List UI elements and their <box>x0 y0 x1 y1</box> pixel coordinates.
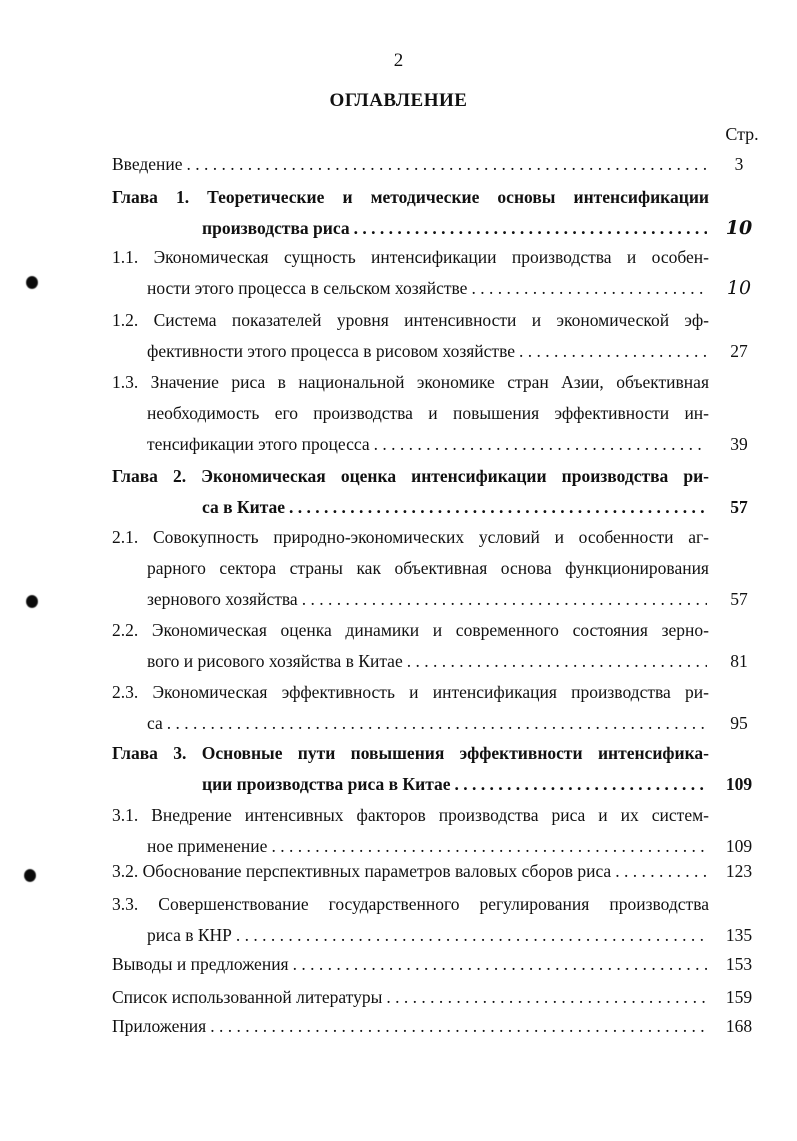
toc-page-number: 39 <box>730 434 748 454</box>
dot-leader <box>302 588 707 610</box>
toc-entry-line: 3.3. Совершенствование государственного регулирования производства <box>112 894 709 914</box>
toc-entry-title: ное применение <box>147 836 268 856</box>
toc-entry-title: Список использованной литературы <box>112 987 383 1007</box>
toc-entry-line: необходимость его производства и повышения эффективности ин- <box>147 403 709 423</box>
toc-entry-line[interactable] <box>202 773 709 795</box>
toc-entry-title: 3.2. Обоснование перспективных параметров валовых сборов риса <box>112 861 612 881</box>
toc-entry-line: 1.3. Значение риса в национальной экономике стран Азии, объективная <box>112 372 709 392</box>
toc-entry-title: ции производства риса в Китае <box>202 774 451 794</box>
dot-leader <box>210 1015 707 1037</box>
dot-leader <box>271 835 707 857</box>
toc-entry-title: тенсификации этого процесса <box>147 434 370 454</box>
page-number: 2 <box>393 50 404 71</box>
toc-page-number: 81 <box>730 651 748 671</box>
toc-entry-line[interactable] <box>202 217 709 239</box>
dot-leader <box>471 277 707 299</box>
toc-entry-line[interactable] <box>147 588 709 610</box>
toc-entry-line[interactable] <box>112 860 709 882</box>
toc-entry-title: риса в КНР <box>147 925 232 945</box>
toc-entry-line: 3.1. Внедрение интенсивных факторов производства риса и их систем- <box>112 805 709 825</box>
dot-leader <box>519 340 707 362</box>
toc-entry-line[interactable] <box>112 986 709 1008</box>
toc-page-number: 135 <box>725 925 753 945</box>
toc-page-number: 3 <box>734 154 744 174</box>
toc-entry-line[interactable] <box>202 496 709 518</box>
dot-leader <box>236 924 707 946</box>
toc-page-number: 123 <box>725 861 753 881</box>
punch-hole-mark <box>27 277 37 288</box>
toc-page-number: 95 <box>730 713 748 733</box>
toc-entry-title: са в Китае <box>202 497 286 517</box>
toc-entry-title: ности этого процесса в сельском хозяйстве <box>147 278 468 298</box>
toc-page-number: 57 <box>730 497 748 517</box>
toc-entry-line[interactable] <box>147 340 709 362</box>
toc-entry-line: 2.3. Экономическая эффективность и интенсификация производства ри- <box>112 682 709 702</box>
dot-leader <box>386 986 707 1008</box>
toc-entry-line: 2.2. Экономическая оценка динамики и современного состояния зерно- <box>112 620 709 640</box>
toc-page-number: 168 <box>725 1016 753 1036</box>
toc-entry-title: производства риса <box>202 218 350 238</box>
toc-entry-title: вого и рисового хозяйства в Китае <box>147 651 403 671</box>
toc-entry-line[interactable] <box>112 953 709 975</box>
toc-page-number: 109 <box>725 774 753 794</box>
toc-page-number: 27 <box>730 341 748 361</box>
toc-entry-line[interactable] <box>147 835 709 857</box>
page-column-label: Стр. <box>725 124 759 144</box>
dot-leader <box>187 153 707 175</box>
toc-entry-title: фективности этого процесса в рисовом хозяйстве <box>147 341 516 361</box>
dot-leader <box>615 860 707 882</box>
toc-entry-line: Глава 1. Теоретические и методические основы интенсификации <box>112 187 709 207</box>
toc-entry-line[interactable] <box>147 277 709 299</box>
toc-entry-title: Выводы и предложения <box>112 954 289 974</box>
toc-entry-title: Введение <box>112 154 183 174</box>
toc-entry-line: Глава 2. Экономическая оценка интенсификации производства ри- <box>112 466 709 486</box>
toc-entry-line[interactable] <box>147 712 709 734</box>
toc-page-number: 10 <box>726 277 752 299</box>
dot-leader <box>167 712 707 734</box>
toc-entry-line: 1.2. Система показателей уровня интенсивности и экономической эф- <box>112 310 709 330</box>
toc-entry-title: са <box>147 713 163 733</box>
dot-leader <box>374 433 707 455</box>
toc-entry-line[interactable] <box>112 153 709 175</box>
toc-entry-line[interactable] <box>147 433 709 455</box>
toc-page-number: 153 <box>725 954 753 974</box>
toc-entry-line: рарного сектора страны как объективная основа функционирования <box>147 558 709 578</box>
toc-entry-title: Приложения <box>112 1016 207 1036</box>
dot-leader <box>354 217 707 239</box>
toc-entry-line[interactable] <box>112 1015 709 1037</box>
toc-entry-line[interactable] <box>147 650 709 672</box>
toc-entry-title: зернового хозяйства <box>147 589 298 609</box>
page-title: ОГЛАВЛЕНИЕ <box>329 90 468 111</box>
toc-page-number: 159 <box>725 987 753 1007</box>
toc-entry-line: 1.1. Экономическая сущность интенсификации производства и особен- <box>112 247 709 267</box>
toc-page-number: 57 <box>730 589 748 609</box>
toc-entry-line: 2.1. Совокупность природно-экономических условий и особенности аг- <box>112 527 709 547</box>
punch-hole-mark <box>25 870 35 881</box>
punch-hole-mark <box>27 596 37 607</box>
toc-page-number: 109 <box>725 836 753 856</box>
dot-leader <box>407 650 707 672</box>
dot-leader <box>293 953 707 975</box>
toc-entry-line[interactable] <box>147 924 709 946</box>
dot-leader <box>289 496 707 518</box>
toc-page-number: 10 <box>725 217 753 239</box>
dot-leader <box>455 773 707 795</box>
toc-entry-line: Глава 3. Основные пути повышения эффективности интенсифика- <box>112 743 709 763</box>
